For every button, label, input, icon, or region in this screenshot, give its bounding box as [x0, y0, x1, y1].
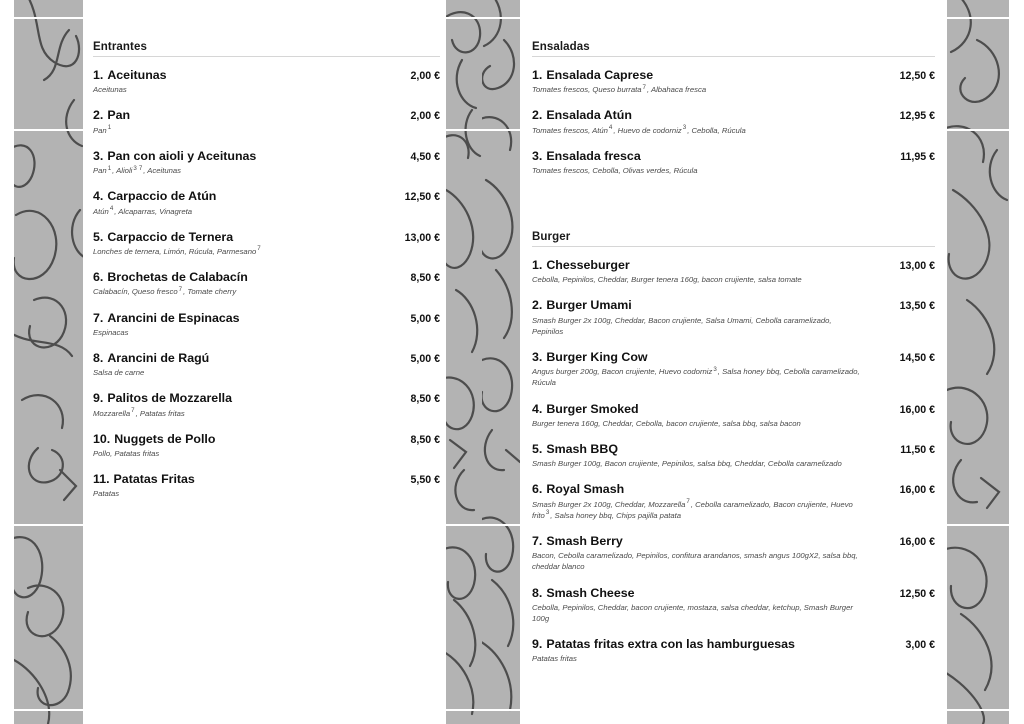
menu-item-title	[532, 586, 635, 600]
menu-item	[93, 472, 440, 499]
menu-item-header	[93, 432, 440, 446]
description-segment: Smash Burger 100g, Bacon crujiente, Pepinilos, salsa bbq, Cheddar, Cebolla caramelizado	[532, 459, 842, 469]
menu-item-number: 9.	[93, 391, 104, 406]
menu-item-title	[532, 534, 623, 548]
section-entrantes	[93, 41, 440, 500]
menu-item-price: 4,50 €	[410, 150, 440, 163]
menu-item-title	[532, 482, 624, 496]
menu-item	[532, 586, 935, 625]
menu-item	[532, 482, 935, 521]
allergen-marker: 4	[109, 204, 114, 212]
menu-item-name: Smash Berry	[546, 534, 623, 548]
menu-item-header	[532, 68, 935, 82]
foliage-pattern-right	[947, 0, 1009, 724]
description-segment: , Salsa honey bbq, Cebolla caramelizado, Rúcula	[532, 367, 860, 388]
description-segment: Atún	[93, 206, 109, 216]
section-ensaladas	[532, 41, 935, 176]
menu-item-description	[93, 327, 423, 338]
menu-item	[93, 351, 440, 378]
description-segment: Bacon, Cebolla caramelizado, Pepinilos, confitura arandanos, smash angus 100gX2, salsa bbq, cheddar blanco	[532, 551, 858, 572]
menu-item-price: 11,95 €	[900, 150, 935, 163]
menu-item-name: Arancini de Espinacas	[107, 310, 240, 325]
menu-item-description	[93, 206, 423, 217]
menu-item-header	[532, 149, 935, 163]
section-title-entrantes: Entrantes	[93, 41, 440, 57]
description-segment: , Albahaca fresca	[646, 85, 707, 95]
menu-item-price: 16,00 €	[899, 536, 935, 548]
description-segment: , Salsa honey bbq, Chips pajilla patata	[550, 510, 682, 520]
menu-item	[532, 442, 935, 469]
menu-item-description	[93, 367, 423, 378]
description-segment: Cebolla, Pepinilos, Cheddar, bacon crujiente, mostaza, salsa cheddar, ketchup, Smash Burger 100g	[532, 602, 853, 623]
description-segment: Smash Burger 2x 100g, Cheddar, Mozzarella	[532, 499, 686, 509]
menu-item	[93, 270, 440, 297]
menu-item-name: Arancini de Ragú	[107, 350, 210, 365]
menu-item-price: 3,00 €	[905, 639, 935, 652]
menu-item-title	[93, 391, 232, 405]
menu-item-price: 8,50 €	[410, 272, 440, 285]
menu-item-description	[532, 84, 862, 95]
menu-item-name: Pan con aioli y Aceitunas	[107, 148, 257, 163]
allergen-marker: 1	[107, 124, 112, 132]
menu-item-description	[532, 315, 862, 337]
menu-item-number: 1.	[532, 258, 543, 272]
menu-item-title	[532, 108, 632, 122]
description-segment: Patatas	[93, 489, 120, 499]
menu-item-price: 13,50 €	[899, 300, 935, 313]
menu-item-header	[532, 350, 935, 364]
menu-item-number: 2.	[532, 298, 543, 313]
menu-item	[532, 350, 935, 389]
allergen-marker: 3	[545, 509, 550, 517]
menu-item-number: 9.	[532, 637, 543, 652]
background-band-center-right	[482, 0, 520, 724]
menu-item-number: 3.	[93, 148, 104, 163]
allergen-marker: 7	[642, 83, 646, 91]
menu-item-number: 1.	[532, 68, 543, 82]
menu-item-number: 7.	[532, 534, 543, 548]
menu-item-name: Carpaccio de Atún	[107, 189, 217, 204]
menu-item-name: Royal Smash	[546, 482, 625, 497]
menu-item-description	[532, 550, 862, 572]
description-segment: Tomates frescos, Queso burrata	[532, 85, 642, 95]
menu-item-name: Nuggets de Pollo	[114, 431, 216, 446]
allergen-marker: 3	[682, 124, 687, 132]
menu-item	[532, 258, 935, 285]
menu-item	[532, 534, 935, 573]
allergen-marker: 7	[686, 498, 690, 506]
menu-item-price: 2,00 €	[410, 110, 440, 123]
description-segment: Lonches de ternera, Limón, Rúcula, Parmesano	[93, 246, 257, 256]
menu-item-name: Palitos de Mozzarella	[107, 391, 232, 406]
menu-item-name: Smash BBQ	[546, 442, 618, 456]
menu-item-price: 8,50 €	[410, 393, 440, 406]
menu-item-number: 7.	[93, 310, 104, 325]
menu-item-number: 2.	[532, 108, 543, 123]
menu-item-description	[532, 602, 862, 624]
menu-item-name: Brochetas de Calabacín	[107, 270, 248, 285]
menu-item-list-entrantes	[93, 68, 440, 500]
menu-item	[93, 149, 440, 176]
menu-item-title	[93, 270, 248, 284]
menu-item-number: 10.	[93, 431, 111, 446]
menu-item-description	[532, 458, 862, 469]
menu-item-header	[93, 189, 440, 203]
menu-item-number: 1.	[93, 68, 104, 82]
menu-item-number: 11.	[93, 472, 110, 487]
description-segment: , Huevo de codorniz	[613, 125, 682, 135]
menu-item-title	[532, 402, 639, 416]
menu-item-header	[532, 534, 935, 548]
menu-item-description	[532, 274, 862, 285]
menu-item-description	[93, 125, 423, 136]
menu-item-description	[93, 448, 423, 459]
description-segment: Smash Burger 2x 100g, Cheddar, Bacon crujiente, Salsa Umami, Cebolla caramelizado, Pepinilos	[532, 315, 832, 336]
menu-item	[93, 230, 440, 257]
menu-item-list-ensaladas	[532, 68, 935, 176]
description-segment: Mozzarella	[93, 408, 131, 418]
menu-item-title	[532, 637, 795, 651]
menu-page-left	[83, 0, 446, 724]
background-band-center-left	[446, 0, 482, 724]
menu-item-name: Chesseburger	[546, 258, 630, 272]
menu-item-name: Burger King Cow	[546, 350, 648, 364]
description-segment: Aceitunas	[93, 85, 127, 95]
menu-item-header	[532, 442, 935, 456]
foliage-pattern-left	[14, 0, 86, 724]
menu-item	[532, 298, 935, 337]
menu-item-title	[532, 258, 630, 272]
menu-item-description	[532, 125, 862, 136]
menu-item-title	[93, 108, 130, 122]
description-segment: , Patatas fritas	[135, 408, 185, 418]
description-segment: Calabacín, Queso fresco	[93, 287, 178, 297]
menu-item	[532, 149, 935, 176]
menu-item-name: Smash Cheese	[546, 585, 635, 600]
menu-item-number: 3.	[532, 350, 543, 364]
menu-item-price: 13,00 €	[899, 260, 935, 272]
menu-item-description	[93, 165, 423, 176]
description-segment: Tomates frescos, Cebolla, Olivas verdes, Rúcula	[532, 166, 698, 176]
menu-item	[93, 391, 440, 418]
menu-item-title	[93, 351, 209, 365]
menu-item-header	[93, 391, 440, 405]
menu-item-header	[93, 108, 440, 122]
description-segment: , Cebolla caramelizado, Bacon crujiente, Huevo frito	[532, 499, 853, 520]
menu-item-title	[93, 432, 215, 446]
section-title-burger: Burger	[532, 231, 935, 247]
allergen-marker: 1	[107, 164, 112, 172]
menu-item-description	[532, 165, 862, 176]
menu-item-name: Aceitunas	[107, 68, 167, 82]
menu-item-name: Ensalada Caprese	[546, 68, 654, 82]
menu-item-name: Carpaccio de Ternera	[107, 229, 234, 244]
menu-item	[532, 637, 935, 664]
menu-item-price: 2,00 €	[410, 70, 440, 82]
description-segment: Pollo, Patatas fritas	[93, 449, 160, 459]
menu-item-description	[532, 418, 862, 429]
description-segment: , Alcaparras, Vinagreta	[114, 206, 193, 216]
menu-item-description	[532, 366, 862, 388]
allergen-marker: 7	[178, 285, 183, 293]
menu-item-header	[532, 298, 935, 312]
menu-item	[93, 108, 440, 135]
menu-item-name: Patatas fritas extra con las hamburguesas	[546, 637, 795, 652]
menu-item-price: 8,50 €	[410, 433, 440, 446]
description-segment: Espinacas	[93, 327, 129, 337]
description-segment: , Cebolla, Rúcula	[687, 125, 746, 135]
foliage-pattern-center-left	[446, 0, 482, 724]
background-band-far-left	[14, 0, 86, 724]
menu-item-title	[532, 298, 632, 312]
background-band-far-right	[947, 0, 1009, 724]
menu-item-name: Pan	[107, 108, 131, 123]
menu-item-number: 5.	[532, 442, 543, 456]
menu-item-title	[93, 311, 240, 325]
description-segment: Burger tenera 160g, Cheddar, Cebolla, bacon crujiente, salsa bbq, salsa bacon	[532, 418, 801, 428]
menu-item	[532, 108, 935, 135]
allergen-marker: 3	[713, 365, 717, 373]
menu-item-price: 12,95 €	[899, 110, 935, 123]
section-title-ensaladas: Ensaladas	[532, 41, 935, 57]
menu-item-number: 2.	[93, 108, 104, 123]
menu-item-description	[93, 408, 423, 419]
allergen-marker: 3	[133, 164, 137, 172]
menu-item-header	[93, 270, 440, 284]
description-segment: Pan	[93, 125, 107, 135]
description-segment: Tomates frescos, Atún	[532, 125, 608, 135]
menu-item-header	[93, 149, 440, 163]
menu-item	[93, 68, 440, 95]
allergen-marker: 4	[608, 124, 613, 132]
menu-item-header	[93, 472, 440, 486]
menu-item-title	[532, 149, 641, 163]
menu-item	[93, 432, 440, 459]
menu-item-price: 5,00 €	[410, 312, 440, 325]
menu-item-number: 4.	[532, 401, 543, 416]
menu-item-price: 5,00 €	[410, 352, 440, 365]
menu-item-number: 3.	[532, 148, 543, 163]
menu-item-number: 5.	[93, 229, 104, 244]
menu-item-price: 11,50 €	[900, 444, 935, 456]
menu-item-title	[93, 472, 195, 486]
section-burger	[532, 231, 935, 665]
menu-item-header	[93, 351, 440, 365]
menu-item-number: 6.	[93, 270, 104, 285]
menu-item-title	[532, 350, 648, 364]
menu-item-header	[532, 258, 935, 272]
menu-item-header	[532, 586, 935, 600]
menu-item-header	[532, 402, 935, 416]
description-segment: Angus burger 200g, Bacon crujiente, Huevo codorniz	[532, 367, 713, 377]
menu-item-title	[532, 68, 653, 82]
description-segment: , Tomate cherry	[183, 287, 237, 297]
description-segment: Pan	[93, 166, 107, 176]
menu-item-price: 16,00 €	[899, 484, 935, 497]
allergen-marker: 7	[257, 245, 261, 253]
menu-item-name: Burger Umami	[546, 298, 632, 313]
menu-item-name: Ensalada fresca	[546, 148, 641, 163]
menu-item-title	[93, 189, 216, 203]
description-segment: Cebolla, Pepinilos, Cheddar, Burger tenera 160g, bacon crujiente, salsa tomate	[532, 275, 802, 285]
menu-item-title	[93, 230, 233, 244]
menu-item-name: Burger Smoked	[546, 401, 639, 416]
menu-item-number: 8.	[93, 350, 104, 365]
menu-item-header	[93, 311, 440, 325]
menu-item-description	[93, 488, 423, 499]
menu-item-title	[532, 442, 618, 456]
menu-item-title	[93, 68, 167, 82]
menu-item-number: 4.	[93, 189, 104, 204]
menu-item-header	[532, 482, 935, 496]
menu-item-title	[93, 149, 256, 163]
menu-item	[532, 68, 935, 95]
menu-item-header	[93, 68, 440, 82]
description-segment: Patatas fritas	[532, 654, 577, 664]
menu-item-description	[532, 653, 862, 664]
menu-item-price: 12,50 €	[899, 70, 935, 82]
menu-item	[532, 402, 935, 429]
menu-item-header	[532, 637, 935, 651]
menu-item-header	[93, 230, 440, 244]
menu-item-number: 6.	[532, 482, 543, 497]
menu-item-description	[532, 499, 862, 521]
menu-item-description	[93, 286, 423, 297]
menu-item-price: 5,50 €	[410, 474, 440, 487]
menu-item-price: 14,50 €	[899, 352, 935, 364]
foliage-pattern-center-right	[482, 0, 520, 724]
menu-item-description	[93, 246, 423, 257]
menu-item-price: 12,50 €	[404, 191, 440, 204]
menu-item	[93, 311, 440, 338]
menu-item-name: Ensalada Atún	[546, 108, 632, 123]
menu-item-number: 8.	[532, 585, 543, 600]
description-segment: Salsa de carne	[93, 368, 145, 378]
menu-item-name: Patatas Fritas	[113, 472, 195, 487]
menu-item-price: 13,00 €	[404, 231, 440, 244]
allergen-marker: 7	[131, 407, 135, 415]
description-segment: , Alioli	[112, 166, 133, 176]
menu-item-price: 16,00 €	[899, 403, 935, 416]
description-segment: , Aceitunas	[143, 166, 182, 176]
menu-item-list-burger	[532, 258, 935, 665]
allergen-marker: 7	[138, 164, 143, 172]
menu-item-header	[532, 108, 935, 122]
menu-item-description	[93, 84, 423, 95]
menu-item	[93, 189, 440, 216]
menu-page-right	[520, 0, 947, 724]
menu-item-price: 12,50 €	[899, 587, 935, 600]
